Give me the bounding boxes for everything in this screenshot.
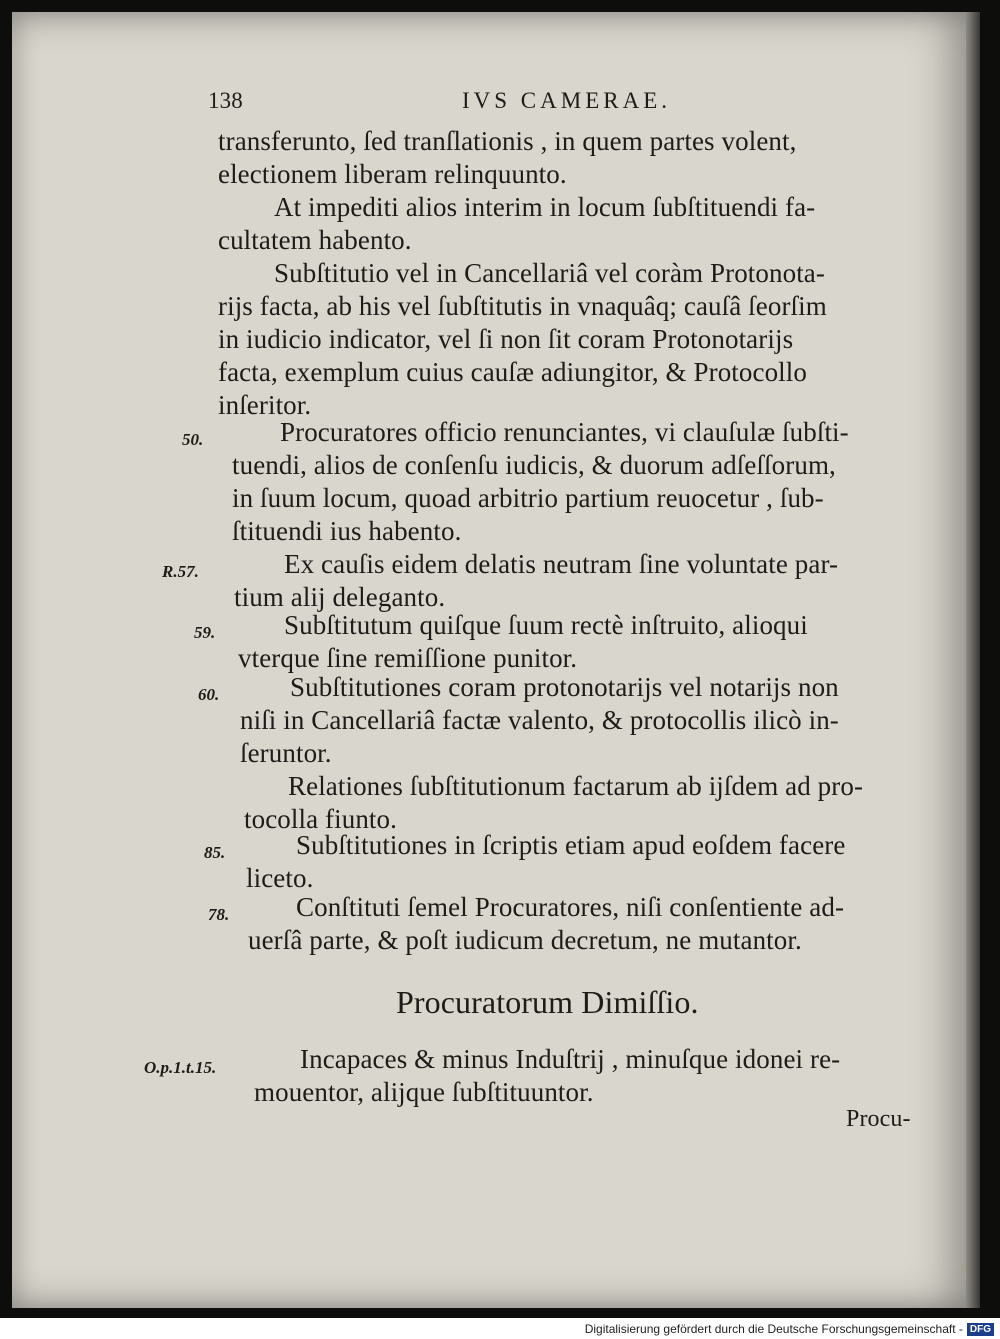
text-line: Conſtituti ſemel Procuratores, niſi conſentiente ad- [296,892,845,922]
text-line: cultatem habento. [218,225,412,255]
text-line: Subſtitutum quiſque ſuum rectè inſtruito, alioqui [284,610,808,640]
dfg-logo-icon: DFG [967,1323,994,1336]
margin-note: 50. [182,430,204,449]
text-line: Ex cauſis eidem delatis neutram ſine voluntate par- [284,549,839,579]
running-title: IVS CAMERAE. [462,88,672,113]
text-line: ſtituendi ius habento. [232,516,462,546]
margin-note: R.57. [162,562,199,581]
text-line: Relationes ſubſtitutionum factarum ab ijſdem ad pro- [288,771,864,801]
text-line: tuendi, alios de conſenſu iudicis, & duorum adſeſſorum, [232,450,836,480]
text-line: uerſâ parte, & poſt iudicum decretum, ne mutantor. [248,925,802,955]
text-line: Subſtitutiones coram protonotarijs vel notarijs non [290,672,839,702]
text-line: facta, exemplum cuius cauſæ adiungitor, & Protocollo [218,357,807,387]
credit-text: Digitalisierung gefördert durch die Deutsche Forschungsgemeinschaft - [584,1322,963,1336]
catchword: Procu- [846,1106,911,1132]
text-line: Incapaces & minus Induſtrij , minuſque idonei re- [300,1044,841,1074]
text-line: Subſtitutio vel in Cancellariâ vel coràm Protonota- [274,258,825,288]
text-line: At impediti alios interim in locum ſubſtituendi fa- [274,192,816,222]
margin-note: 78. [208,905,230,924]
text-line: liceto. [246,863,314,893]
text-line: transferunto, ſed tranſlationis , in quem partes volent, [218,126,797,156]
text-line: ſeruntor. [240,738,332,768]
margin-note: O.p.1.t.15. [144,1058,217,1077]
text-line: rijs facta, ab his vel ſubſtitutis in vnaquâq; cauſâ ſeorſim [218,291,827,321]
text-line: Procuratores officio renunciantes, vi clauſulæ ſubſti- [280,417,849,447]
margin-note: 59. [194,623,216,642]
margin-note: 85. [204,843,226,862]
text-line: inſeritor. [218,390,312,420]
text-line: vterque ſine remiſſione punitor. [238,643,578,673]
book-page [12,12,980,1308]
page-number: 138 [208,88,243,113]
text-line: electionem liberam relinquunto. [218,159,567,189]
text-line: in ſuum locum, quoad arbitrio partium reuocetur , ſub- [232,483,824,513]
digitization-credit [585,1322,994,1336]
text-line: mouentor, alijque ſubſtituuntor. [254,1077,594,1107]
text-line: in iudicio indicator, vel ſi non ſit coram Protonotarijs [218,324,794,354]
text-line: tium alij deleganto. [234,582,446,612]
text-line: Subſtitutiones in ſcriptis etiam apud eoſdem facere [296,830,846,860]
margin-note: 60. [198,685,220,704]
text-line: tocolla fiunto. [244,804,397,834]
section-heading: Procuratorum Dimiſſio. [396,984,699,1020]
text-line: niſi in Cancellariâ factæ valento, & protocollis ilicò in- [240,705,839,735]
page-text [12,12,980,1308]
